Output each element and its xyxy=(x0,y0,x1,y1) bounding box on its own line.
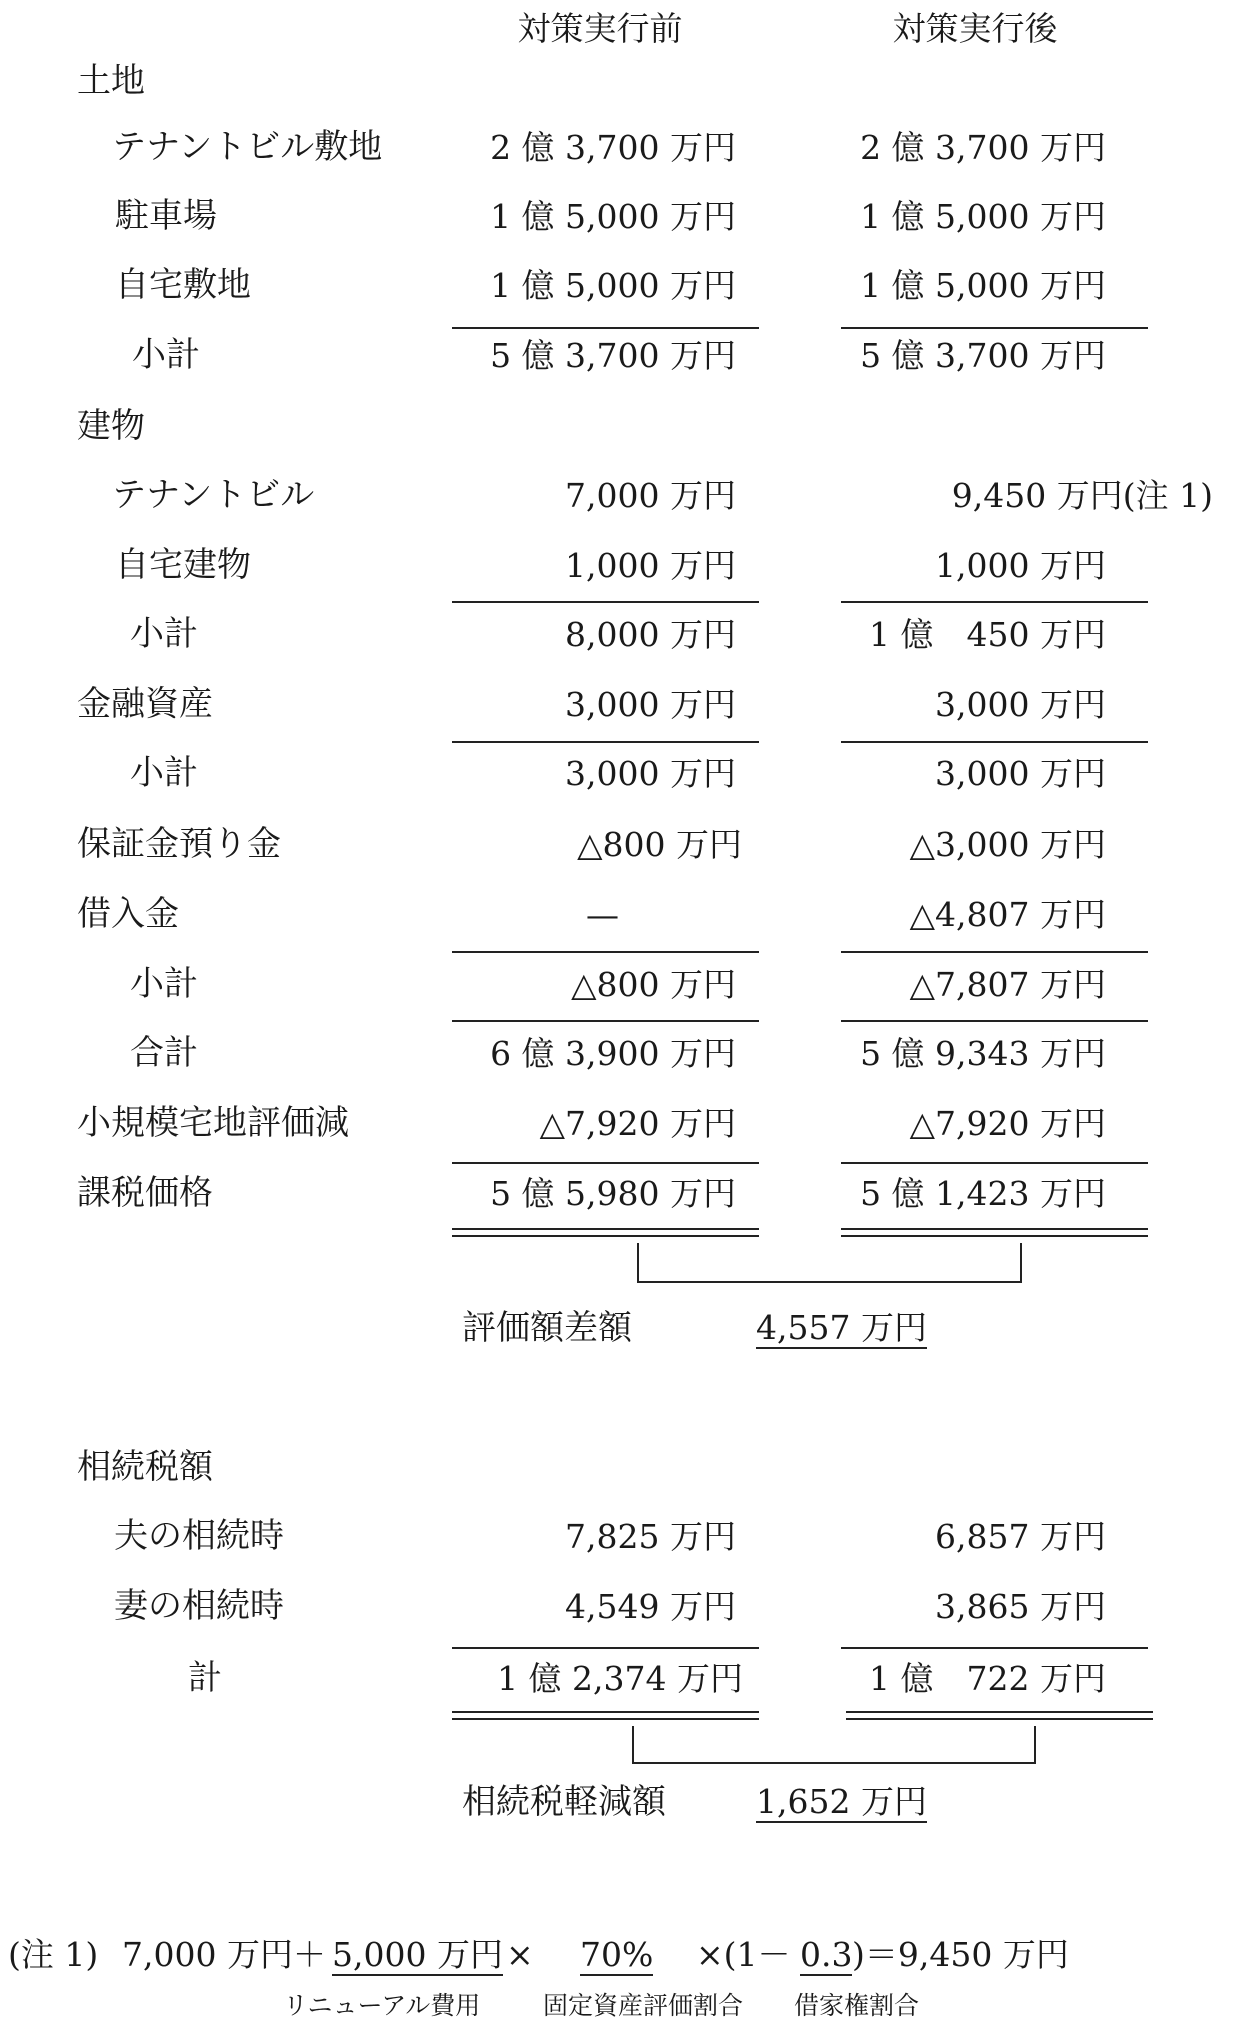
rule-after xyxy=(841,1162,1148,1164)
value-before-tenant-building: 7,000 万円 xyxy=(565,476,736,515)
value-after-home-land: 1 億 5,000 万円 xyxy=(860,266,1106,305)
subtotal-before-liabilities: △800 万円 xyxy=(571,965,736,1004)
note-base: 7,000 万円＋ xyxy=(122,1935,326,1974)
double-rule-before xyxy=(452,1228,759,1237)
rule-before xyxy=(452,1647,759,1649)
tax-reduction-label: 相続税軽減額 xyxy=(462,1782,666,1822)
total-before: 6 億 3,900 万円 xyxy=(490,1034,736,1073)
subtotal-after-financial: 3,000 万円 xyxy=(935,754,1106,793)
rule-after xyxy=(841,741,1148,743)
row-label-home-building: 自宅建物 xyxy=(115,545,251,585)
rule-before xyxy=(452,741,759,743)
taxable-value-label: 課税価格 xyxy=(77,1173,213,1213)
buildings-title: 建物 xyxy=(77,406,145,446)
tax-reduction-value: 1,652 万円 xyxy=(756,1782,927,1821)
row-label-deposit: 保証金預り金 xyxy=(77,824,281,864)
value-after-wife: 3,865 万円 xyxy=(935,1587,1106,1626)
subtotal-label-liabilities: 小計 xyxy=(130,964,198,1004)
subtotal-after-land: 5 億 3,700 万円 xyxy=(860,336,1106,375)
row-label-husband: 夫の相続時 xyxy=(114,1516,284,1556)
header-after: 対策実行後 xyxy=(892,9,1058,48)
subtotal-after-buildings: 1 億 450 万円 xyxy=(869,615,1106,654)
difference-bracket xyxy=(637,1243,1022,1283)
subtotal-before-buildings: 8,000 万円 xyxy=(565,615,736,654)
rule-before xyxy=(452,327,759,329)
row-label-home-land: 自宅敷地 xyxy=(115,265,251,305)
note-sub-lease: 借家権割合 xyxy=(794,1991,920,2020)
row-label-tenant-building: テナントビル xyxy=(112,475,315,515)
note-lease-ratio: 0.3 xyxy=(800,1935,853,1974)
value-before-deposit: △800 万円 xyxy=(577,825,742,864)
small-land-reduction-label: 小規模宅地評価減 xyxy=(77,1103,349,1143)
tax-total-after: 1 億 722 万円 xyxy=(869,1659,1106,1698)
total-label: 合計 xyxy=(130,1033,198,1073)
value-before-home-building: 1,000 万円 xyxy=(565,546,736,585)
subtotal-before-land: 5 億 3,700 万円 xyxy=(490,336,736,375)
value-before-home-land: 1 億 5,000 万円 xyxy=(490,266,736,305)
double-rule-before xyxy=(452,1711,759,1720)
value-before-parking: 1 億 5,000 万円 xyxy=(490,197,736,236)
value-after-parking: 1 億 5,000 万円 xyxy=(860,197,1106,236)
value-before-husband: 7,825 万円 xyxy=(565,1517,736,1556)
tax-total-before: 1 億 2,374 万円 xyxy=(497,1659,743,1698)
header-before: 対策実行前 xyxy=(517,9,683,48)
row-label-tenant-land: テナントビル敷地 xyxy=(112,127,383,167)
value-before-loan: — xyxy=(586,895,619,934)
value-before-wife: 4,549 万円 xyxy=(565,1587,736,1626)
reduction-bracket xyxy=(632,1726,1036,1764)
subtotal-label-buildings: 小計 xyxy=(130,614,198,654)
land-title: 土地 xyxy=(77,61,145,101)
row-label-loan: 借入金 xyxy=(77,894,179,934)
tax-total-label: 計 xyxy=(188,1658,222,1698)
rule-before xyxy=(452,951,759,953)
note-renewal-amount: 5,000 万円 xyxy=(332,1935,503,1974)
rule-before xyxy=(452,1020,759,1022)
rule-after xyxy=(841,1647,1148,1649)
row-label-wife: 妻の相続時 xyxy=(114,1586,284,1626)
value-after-husband: 6,857 万円 xyxy=(935,1517,1106,1556)
financial-title: 金融資産 xyxy=(77,684,213,724)
value-after-tenant-land: 2 億 3,700 万円 xyxy=(860,128,1106,167)
subtotal-before-financial: 3,000 万円 xyxy=(565,754,736,793)
value-after-deposit: △3,000 万円 xyxy=(909,825,1106,864)
subtotal-after-liabilities: △7,807 万円 xyxy=(909,965,1106,1004)
total-after: 5 億 9,343 万円 xyxy=(860,1034,1106,1073)
double-rule-after xyxy=(841,1228,1148,1237)
value-after-financial: 3,000 万円 xyxy=(935,685,1106,724)
note-times: × xyxy=(506,1935,534,1974)
rule-after xyxy=(841,951,1148,953)
note-prefix: (注 1) xyxy=(8,1935,99,1974)
value-after-tenant-building: 9,450 万円(注 1) xyxy=(951,476,1213,515)
rule-before xyxy=(452,1162,759,1164)
rule-after xyxy=(841,1020,1148,1022)
double-rule-after xyxy=(846,1711,1153,1720)
note-ratio: 70% xyxy=(580,1935,654,1974)
value-before-tenant-land: 2 億 3,700 万円 xyxy=(490,128,736,167)
taxable-value-before: 5 億 5,980 万円 xyxy=(490,1174,736,1213)
taxable-value-after: 5 億 1,423 万円 xyxy=(860,1174,1106,1213)
note-sub-renewal: リニューアル費用 xyxy=(283,1991,481,2020)
subtotal-label-financial: 小計 xyxy=(130,753,198,793)
note-result: )＝9,450 万円 xyxy=(852,1935,1069,1974)
value-before-financial: 3,000 万円 xyxy=(565,685,736,724)
rule-after xyxy=(841,601,1148,603)
value-after-home-building: 1,000 万円 xyxy=(935,546,1106,585)
rule-before xyxy=(452,601,759,603)
valuation-difference-label: 評価額差額 xyxy=(462,1308,632,1348)
note-sub-ratio: 固定資産評価割合 xyxy=(543,1991,744,2020)
small-land-reduction-after: △7,920 万円 xyxy=(909,1104,1106,1143)
value-after-loan: △4,807 万円 xyxy=(909,895,1106,934)
note-times-paren: ×(1－ xyxy=(696,1935,791,1974)
row-label-parking: 駐車場 xyxy=(115,196,217,236)
subtotal-label-land: 小計 xyxy=(132,335,200,375)
small-land-reduction-before: △7,920 万円 xyxy=(539,1104,736,1143)
inheritance-tax-title: 相続税額 xyxy=(77,1447,213,1487)
rule-after xyxy=(841,327,1148,329)
valuation-difference-value: 4,557 万円 xyxy=(756,1308,927,1347)
